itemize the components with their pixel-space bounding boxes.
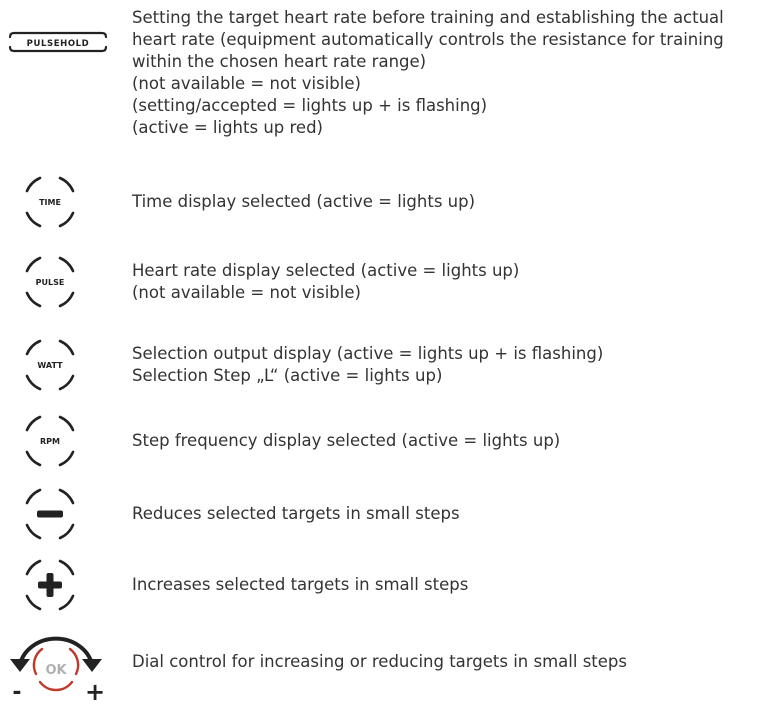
minus-glyph bbox=[37, 511, 63, 518]
description-line: Time display selected (active = lights up) bbox=[132, 192, 476, 211]
watt-description bbox=[132, 343, 762, 387]
time-button-icon bbox=[18, 170, 82, 234]
dial-minus-label: - bbox=[12, 680, 22, 702]
plus-glyph-vertical bbox=[47, 573, 54, 597]
rpm-label: RPM bbox=[40, 437, 60, 446]
description-line: (setting/accepted = lights up + is flashing) bbox=[132, 96, 488, 115]
ok-label: OK bbox=[45, 663, 67, 678]
description-line: Dial control for increasing or reducing targets in small steps bbox=[132, 652, 627, 671]
pulsehold-description bbox=[132, 7, 762, 139]
description-line: Increases selected targets in small steps bbox=[132, 575, 469, 594]
ok-dial-icon bbox=[6, 626, 106, 702]
description-line: within the chosen heart rate range) bbox=[132, 52, 427, 71]
pulse-button-icon bbox=[18, 250, 82, 314]
minus-button-icon bbox=[18, 482, 82, 546]
rpm-button-icon bbox=[18, 409, 82, 473]
pulse-label: PULSE bbox=[35, 278, 65, 287]
rpm-description bbox=[132, 430, 762, 452]
watt-button-icon bbox=[18, 333, 82, 397]
description-line: Heart rate display selected (active = lights up) bbox=[132, 261, 520, 280]
time-description bbox=[132, 191, 762, 213]
ok-dial-description bbox=[132, 651, 762, 673]
plus-description bbox=[132, 574, 762, 596]
description-line: (active = lights up red) bbox=[132, 118, 323, 137]
watt-label: WATT bbox=[37, 361, 63, 370]
description-line: Reduces selected targets in small steps bbox=[132, 504, 460, 523]
pulsehold-label: PULSEHOLD bbox=[26, 39, 90, 49]
minus-description bbox=[132, 503, 762, 525]
description-line: Selection output display (active = lights up + is flashing) bbox=[132, 344, 604, 363]
description-line: Selection Step „L“ (active = lights up) bbox=[132, 366, 443, 385]
plus-button-icon bbox=[18, 553, 82, 617]
dial-plus-label: + bbox=[84, 678, 106, 702]
description-line: heart rate (equipment automatically controls the resistance for training bbox=[132, 30, 724, 49]
description-line: (not available = not visible) bbox=[132, 283, 361, 302]
time-label: TIME bbox=[39, 198, 61, 207]
dial-left-arrowhead bbox=[10, 659, 30, 672]
description-line: Setting the target heart rate before training and establishing the actual bbox=[132, 8, 724, 27]
description-line: Step frequency display selected (active = lights up) bbox=[132, 431, 561, 450]
dial-right-arrowhead bbox=[82, 659, 102, 672]
pulse-description bbox=[132, 260, 762, 304]
dial-arrow-arc bbox=[20, 639, 92, 664]
pulsehold-button-icon bbox=[6, 30, 110, 54]
description-line: (not available = not visible) bbox=[132, 74, 361, 93]
